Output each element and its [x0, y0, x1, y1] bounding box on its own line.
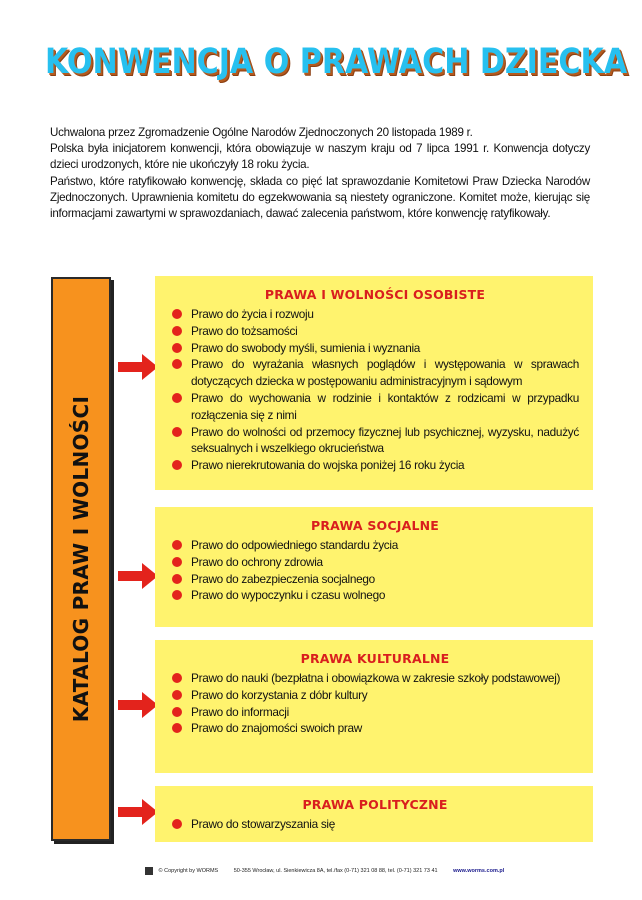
- footer-address: 50-355 Wrocław, ul. Sienkiewicza 8A, tel./fax (0-71) 321 08 88, tel. (0-71) 321 73 41: [233, 868, 438, 874]
- catalog-box: [51, 277, 111, 841]
- bullet-icon: [172, 557, 182, 567]
- bullet-icon: [172, 723, 182, 733]
- list-item: Prawo do wychowania w rodzinie i kontaktów z rodzicami w przypadku rozłączenia się z nimi: [171, 390, 579, 424]
- section-title: PRAWA I WOLNOŚCI OSOBISTE: [264, 287, 486, 302]
- list-item: Prawo do wyrażania własnych poglądów i występowania w sprawach dotyczących dziecka w postępowaniu administracyjnym i sądowym: [171, 356, 579, 390]
- bullet-icon: [172, 673, 182, 683]
- section-political-rights: [155, 786, 593, 842]
- right-arrow-icon: [118, 797, 158, 827]
- bullet-icon: [172, 707, 182, 717]
- right-arrow-icon: [118, 690, 158, 720]
- bullet-icon: [172, 393, 182, 403]
- section-cultural-rights: [155, 640, 593, 773]
- section-personal-rights: [155, 276, 593, 490]
- list-item: Prawo do znajomości swoich praw: [171, 720, 579, 737]
- list-item: Prawo do swobody myśli, sumienia i wyznania: [171, 340, 579, 357]
- list-item: Prawo do wolności od przemocy fizycznej lub psychicznej, wyzysku, nadużyć seksualnych i wszelkiego okrucieństwa: [171, 424, 579, 458]
- bullet-icon: [172, 359, 182, 369]
- catalog-label: KATALOG PRAW I WOLNOŚCI: [69, 395, 93, 723]
- bullet-icon: [172, 590, 182, 600]
- list-item: Prawo do stowarzyszania się: [171, 816, 579, 833]
- poster-title: KONWENCJA O PRAWACH DZIECKA: [44, 42, 628, 82]
- intro-text: [50, 125, 590, 222]
- bullet-icon: [172, 690, 182, 700]
- intro-paragraph: Polska była inicjatorem konwencji, która obowiązuje w naszym kraju od 7 lipca 1991 r. Konwencja dotyczy dzieci urodzonych, które nie ukończyły 18 roku życia.: [50, 142, 590, 172]
- publisher-logo-icon: [145, 867, 153, 875]
- list-item: Prawo do ochrony zdrowia: [171, 554, 579, 571]
- list-item: Prawo do korzystania z dóbr kultury: [171, 687, 579, 704]
- list-item: Prawo do nauki (bezpłatna i obowiązkowa w zakresie szkoły podstawowej): [171, 670, 579, 687]
- list-item: Prawo do zabezpieczenia socjalnego: [171, 571, 579, 588]
- section-title: PRAWA KULTURALNE: [300, 651, 450, 666]
- intro-paragraph: Uchwalona przez Zgromadzenie Ogólne Narodów Zjednoczonych 20 listopada 1989 r.: [50, 126, 473, 139]
- list-item: Prawo do informacji: [171, 704, 579, 721]
- footer-copyright: © Copyright by WORMS: [158, 868, 219, 874]
- right-arrow-icon: [118, 352, 158, 382]
- bullet-icon: [172, 540, 182, 550]
- footer: [145, 867, 585, 879]
- bullet-icon: [172, 574, 182, 584]
- right-arrow-icon: [118, 561, 158, 591]
- bullet-icon: [172, 427, 182, 437]
- bullet-icon: [172, 309, 182, 319]
- list-item: Prawo do wypoczynku i czasu wolnego: [171, 587, 579, 604]
- bullet-icon: [172, 460, 182, 470]
- list-item: Prawo do odpowiedniego standardu życia: [171, 537, 579, 554]
- list-item: Prawo do tożsamości: [171, 323, 579, 340]
- bullet-icon: [172, 343, 182, 353]
- section-title: PRAWA POLITYCZNE: [302, 797, 448, 812]
- section-social-rights: [155, 507, 593, 627]
- list-item: Prawo do życia i rozwoju: [171, 306, 579, 323]
- intro-paragraph: Państwo, które ratyfikowało konwencję, składa co pięć lat sprawozdanie Komitetowi Praw Dziecka Narodów Zjednoczonych. Uprawnienia komitetu do egzekwowania są niestety ograniczone. Komitet może, kierując się informacjami zawartymi w sprawozdaniach, dawać zalecenia państwom, które konwencję ratyfikowały.: [50, 174, 590, 221]
- bullet-icon: [172, 326, 182, 336]
- list-item: Prawo nierekrutowania do wojska poniżej 16 roku życia: [171, 457, 579, 474]
- bullet-icon: [172, 819, 182, 829]
- section-title: PRAWA SOCJALNE: [310, 518, 440, 533]
- footer-website-link[interactable]: www.worms.com.pl: [453, 868, 505, 874]
